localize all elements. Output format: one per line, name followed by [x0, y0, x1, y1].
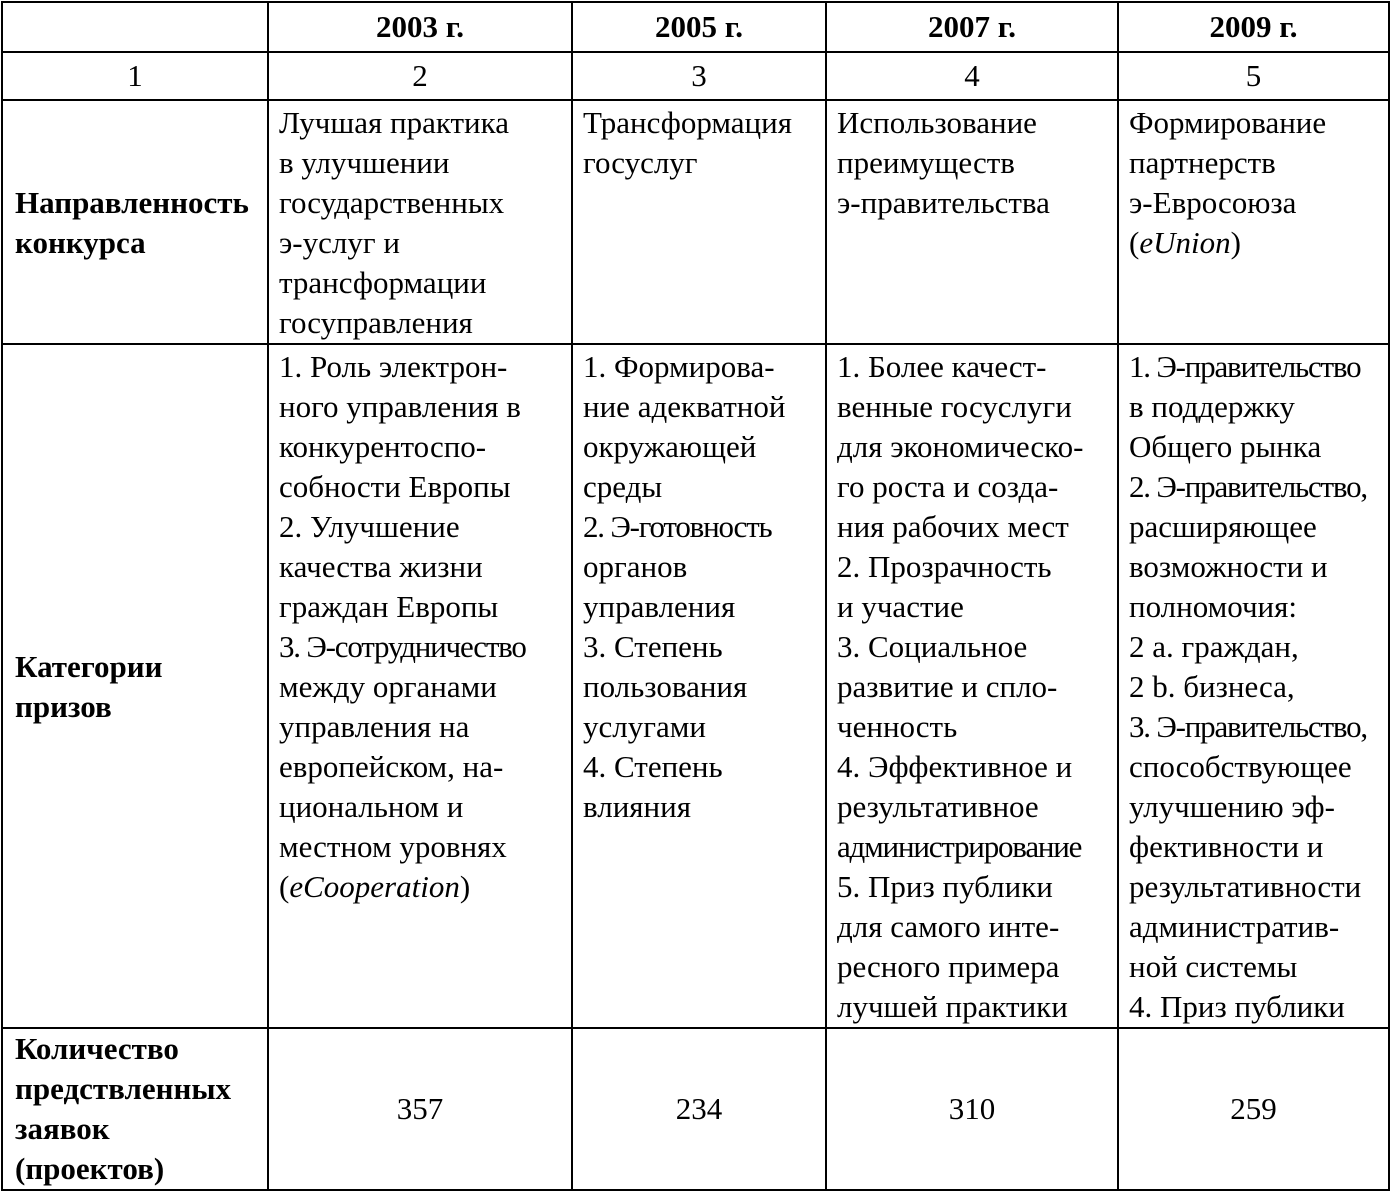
paren-close: ) — [1230, 225, 1241, 260]
cell-text-line: 2 b. бизнеса, — [1129, 669, 1295, 704]
italic-term: eUnion — [1139, 225, 1231, 260]
application-count-2007: 310 — [826, 1028, 1118, 1190]
cell-text-line: 3. Социальное — [837, 629, 1028, 664]
cell-text-line: ние адекватной — [583, 389, 786, 424]
cell-text-line: 2. Улучшение — [279, 509, 460, 544]
cell-text-line: 5. Приз публики — [837, 869, 1053, 904]
cell-text-line: в улучшении — [279, 145, 450, 180]
cell-text-line: управления на — [279, 709, 470, 744]
cell-text-line: 1. Э-правительство — [1129, 349, 1361, 384]
cell-text-line: качества жизни — [279, 549, 483, 584]
row-label-line: Категории — [15, 649, 163, 684]
cell-text-line — [279, 867, 567, 907]
cell-text-line: 3. Э-правительство, — [1129, 709, 1367, 744]
categories-cell-2009 — [1118, 344, 1389, 1028]
italic-term: eCooperation — [289, 869, 460, 904]
column-number: 3 — [572, 52, 826, 100]
direction-cell-2007 — [826, 100, 1118, 344]
cell-text-line: ния рабочих мест — [837, 509, 1069, 544]
cell-text-line: э-Евросоюза — [1129, 185, 1297, 220]
prize-comparison-table — [1, 1, 1390, 1191]
application-count-2009: 259 — [1118, 1028, 1389, 1190]
cell-text-line: управления — [583, 589, 736, 624]
column-number: 2 — [268, 52, 572, 100]
cell-text-line: конкурентоспо- — [279, 429, 487, 464]
cell-text-line: 2. Э-готовность — [583, 509, 772, 544]
column-number: 5 — [1118, 52, 1389, 100]
cell-text-line: госуслуг — [583, 145, 698, 180]
cell-text-line: Формирование — [1129, 105, 1327, 140]
direction-cell-2003 — [268, 100, 572, 344]
categories-cell-2005 — [572, 344, 826, 1028]
cell-text-line: лучшей практики — [837, 989, 1068, 1024]
categories-cell-2007 — [826, 344, 1118, 1028]
row-label-line: призов — [15, 689, 112, 724]
cell-text-line: между органами — [279, 669, 497, 704]
year-header-2007: 2007 г. — [826, 2, 1118, 52]
cell-text-line: улучшению эф- — [1129, 789, 1335, 824]
cell-text-line: и участие — [837, 589, 964, 624]
cell-text-line: Общего рынка — [1129, 429, 1322, 464]
year-header-2009: 2009 г. — [1118, 2, 1389, 52]
cell-text-line: 3. Степень — [583, 629, 723, 664]
cell-text-line: 1. Формирова- — [583, 349, 775, 384]
cell-text-line: административ- — [1129, 909, 1340, 944]
cell-text-line: ресного примера — [837, 949, 1060, 984]
cell-text-line: 2. Э-правительство, — [1129, 469, 1367, 504]
row-label-line: Количество — [15, 1031, 179, 1066]
cell-text-line: влияния — [583, 789, 691, 824]
application-count-2003: 357 — [268, 1028, 572, 1190]
cell-text-line: граждан Европы — [279, 589, 499, 624]
direction-row — [2, 100, 1389, 344]
row-label-line: заявок — [15, 1111, 110, 1146]
column-number-row — [2, 52, 1389, 100]
cell-text-line: результативности — [1129, 869, 1362, 904]
cell-text-line: циональном и — [279, 789, 464, 824]
cell-text-line: Трансформация — [583, 105, 792, 140]
row-label-line: (проектов) — [15, 1151, 165, 1186]
row-label-line: предствленных — [15, 1071, 232, 1106]
cell-text-line: 4. Приз публики — [1129, 989, 1345, 1024]
cell-text-line: полномочия: — [1129, 589, 1298, 624]
cell-text-line: окружающей — [583, 429, 757, 464]
cell-text-line: развитие и спло- — [837, 669, 1058, 704]
cell-text-line: результативное — [837, 789, 1039, 824]
cell-text-line: преимуществ — [837, 145, 1015, 180]
cell-text-line: для самого инте- — [837, 909, 1060, 944]
cell-text-line: способствующее — [1129, 749, 1352, 784]
cell-text-line: го роста и созда- — [837, 469, 1059, 504]
cell-text-line: венные госуслуги — [837, 389, 1072, 424]
direction-cell-2005 — [572, 100, 826, 344]
cell-text-line: 2. Прозрачность — [837, 549, 1052, 584]
cell-text-line: для экономическо- — [837, 429, 1084, 464]
categories-row-label — [2, 344, 268, 1028]
cell-text-line: пользования — [583, 669, 748, 704]
cell-text-line: Использование — [837, 105, 1037, 140]
corner-cell — [2, 2, 268, 52]
cell-text-line: местном уровнях — [279, 829, 507, 864]
cell-text-line: ного управления в — [279, 389, 521, 424]
cell-text-line: органов — [583, 549, 688, 584]
application-count-2005: 234 — [572, 1028, 826, 1190]
paren-open: ( — [279, 869, 290, 904]
cell-text-line: 1. Более качест- — [837, 349, 1047, 384]
direction-row-label — [2, 100, 268, 344]
cell-text-line: расширяющее — [1129, 509, 1317, 544]
year-header-row — [2, 2, 1389, 52]
cell-text-line: 2 a. граждан, — [1129, 629, 1299, 664]
cell-text-line: ной системы — [1129, 949, 1298, 984]
cell-text-line: услугами — [583, 709, 706, 744]
cell-text-line: партнерств — [1129, 145, 1276, 180]
paren-close: ) — [459, 869, 471, 904]
cell-text-line: госуправления — [279, 305, 473, 340]
cell-text-line: трансформации — [279, 265, 487, 300]
cell-text-line: администрирование — [837, 829, 1082, 864]
cell-text-line: собности Европы — [279, 469, 511, 504]
row-label-line: Направленность — [15, 185, 249, 220]
cell-text-line: 1. Роль электрон- — [279, 349, 508, 384]
column-number: 1 — [2, 52, 268, 100]
column-number: 4 — [826, 52, 1118, 100]
cell-text-line: ченность — [837, 709, 958, 744]
cell-text-line: э-услуг и — [279, 225, 400, 260]
cell-text-line: государственных — [279, 185, 505, 220]
application-count-row-label — [2, 1028, 268, 1190]
cell-text-line: 4. Эффективное и — [837, 749, 1073, 784]
cell-text-line: 4. Степень — [583, 749, 723, 784]
year-header-2005: 2005 г. — [572, 2, 826, 52]
cell-text-line: в поддержку — [1129, 389, 1295, 424]
cell-text-line: среды — [583, 469, 663, 504]
cell-text-line: э-правительства — [837, 185, 1050, 220]
categories-row — [2, 344, 1389, 1028]
year-header-2003: 2003 г. — [268, 2, 572, 52]
row-label-line: конкурса — [15, 225, 146, 260]
cell-text-line: европейском, на- — [279, 749, 504, 784]
application-count-row — [2, 1028, 1389, 1190]
cell-text-line: 3. Э-сотрудничество — [279, 629, 526, 664]
cell-text-line: Лучшая практика — [279, 105, 509, 140]
cell-text-line: возможности и — [1129, 549, 1328, 584]
paren-open: ( — [1129, 225, 1140, 260]
direction-cell-2009 — [1118, 100, 1389, 344]
categories-cell-2003 — [268, 344, 572, 1028]
cell-text-line: фективности и — [1129, 829, 1324, 864]
cell-text-line — [1129, 223, 1384, 263]
